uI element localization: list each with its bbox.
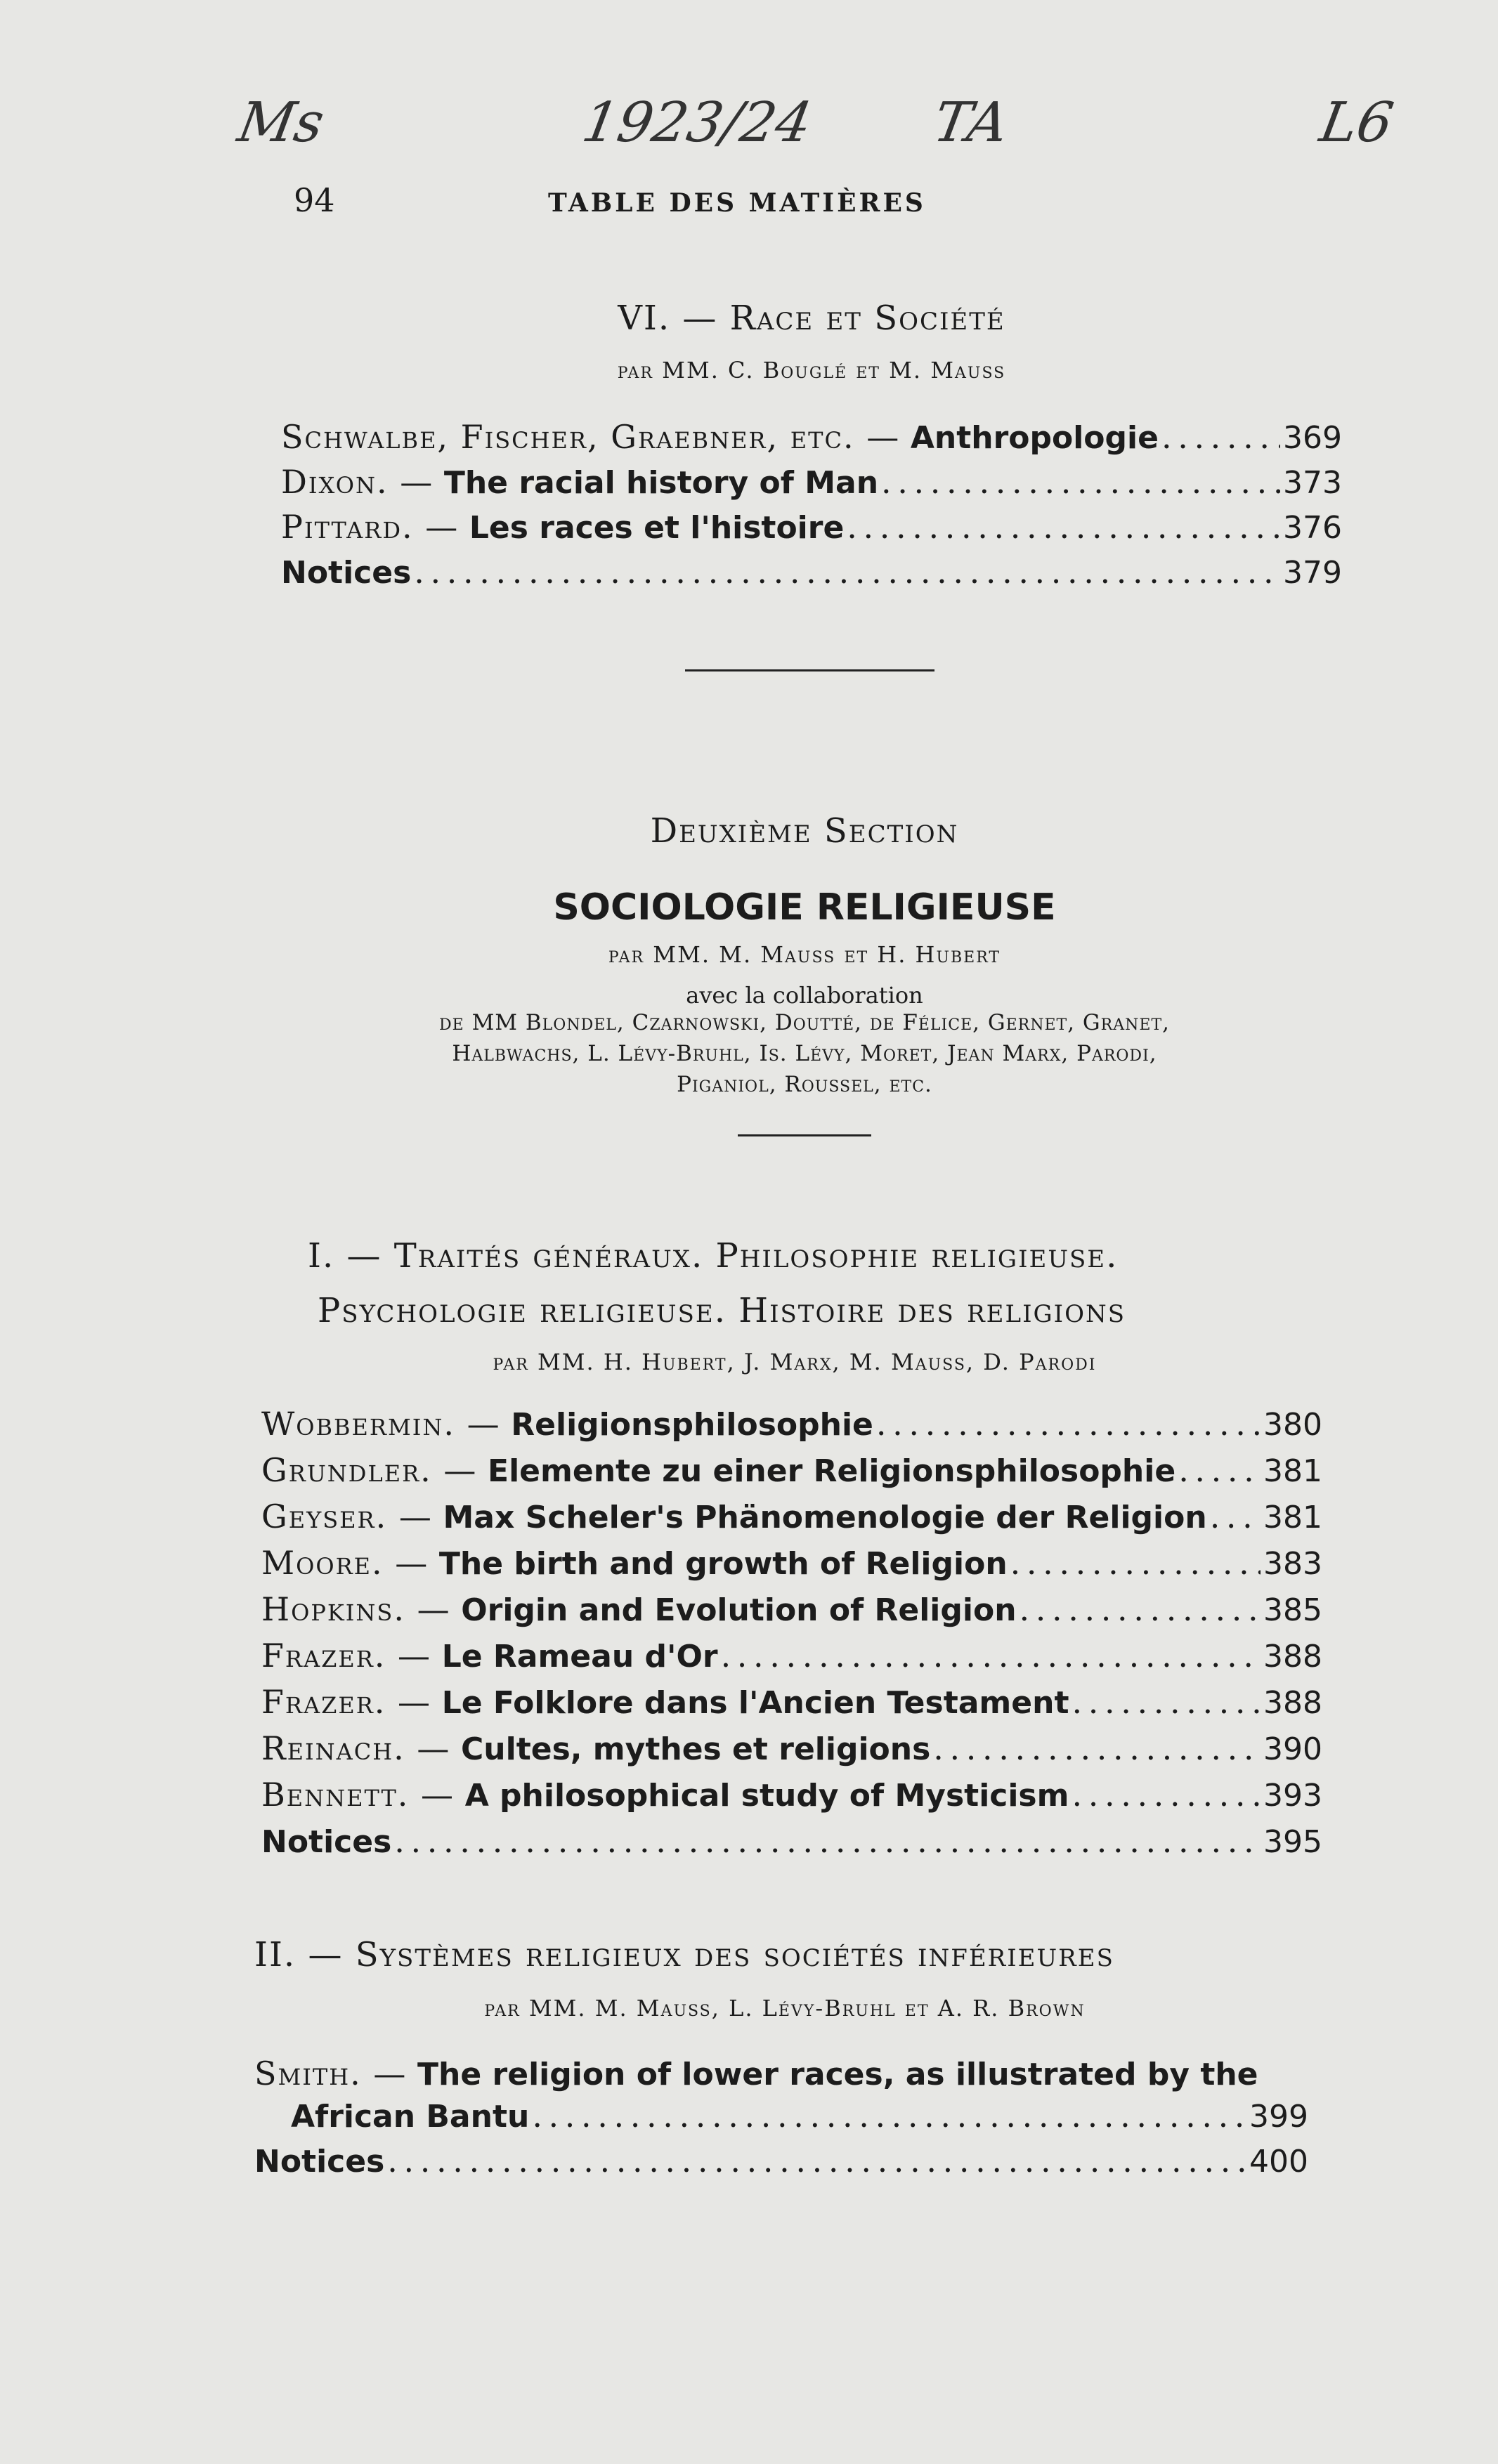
toc-entry[interactable]: [261, 1451, 1322, 1498]
toc-page: 376: [1283, 510, 1342, 546]
collaboration-note: avec la collaboration: [686, 982, 923, 1009]
toc-page: 385: [1263, 1592, 1322, 1628]
toc-title: Origin and Evolution of Religion: [461, 1592, 1017, 1628]
toc-page: 390: [1263, 1731, 1322, 1767]
toc-page: 381: [1263, 1453, 1322, 1489]
handwritten-note-left: Ms: [233, 91, 329, 155]
toc-author: Reinach. —: [261, 1729, 451, 1767]
section-i-toc: [261, 1405, 1322, 1868]
toc-author: Schwalbe, Fischer, Graebner, etc. —: [281, 418, 901, 456]
toc-entry[interactable]: [261, 1405, 1322, 1451]
toc-entry[interactable]: [254, 2142, 1308, 2188]
toc-page: 369: [1283, 420, 1342, 456]
toc-page: 400: [1249, 2144, 1308, 2180]
toc-entry[interactable]: [261, 1544, 1322, 1590]
toc-entry[interactable]: [281, 463, 1342, 508]
toc-title: Le Folklore dans l'Ancien Testament: [441, 1685, 1069, 1721]
toc-page: 399: [1249, 2099, 1308, 2135]
toc-title: Cultes, mythes et religions: [461, 1731, 931, 1767]
toc-page: 379: [1283, 555, 1342, 591]
section-i-byline: par MM. H. Hubert, J. Marx, M. Mauss, D. Parodi: [493, 1349, 1097, 1375]
running-title: TABLE DES MATIÈRES: [548, 188, 926, 218]
toc-title-continued: African Bantu: [291, 2099, 530, 2135]
toc-title: The religion of lower races, as illustrated by the: [417, 2057, 1258, 2092]
section-ii-byline: par MM. M. Mauss, L. Lévy-Bruhl et A. R. Brown: [484, 1995, 1086, 2021]
section-vi-toc: [281, 418, 1342, 598]
toc-page: 395: [1263, 1824, 1322, 1860]
handwritten-note-middle: 1923/24: [578, 91, 816, 155]
toc-title: The birth and growth of Religion: [438, 1546, 1008, 1582]
section-i-title-line-1: I. — Traités généraux. Philosophie religieuse.: [308, 1236, 1119, 1276]
handwritten-note-mark: TA: [929, 91, 1014, 155]
toc-author: Wobbermin. —: [261, 1405, 501, 1443]
toc-entry[interactable]: [281, 508, 1342, 553]
toc-author: Hopkins. —: [261, 1590, 451, 1628]
toc-entry[interactable]: [254, 2055, 1308, 2142]
toc-page: 388: [1263, 1639, 1322, 1675]
toc-title: Max Scheler's Phänomenologie der Religion: [443, 1500, 1207, 1535]
toc-title: Le Rameau d'Or: [441, 1639, 718, 1675]
toc-author: Frazer. —: [261, 1683, 432, 1721]
toc-title: Notices: [254, 2144, 385, 2180]
toc-entry[interactable]: [261, 1498, 1322, 1544]
second-section-title: SOCIOLOGIE RELIGIEUSE: [553, 886, 1056, 929]
toc-author: Dixon. —: [281, 463, 434, 501]
toc-page: 383: [1263, 1546, 1322, 1582]
page-number: 94: [294, 181, 335, 219]
divider: [685, 669, 934, 671]
toc-title: Elemente zu einer Religionsphilosophie: [488, 1453, 1176, 1489]
toc-entry[interactable]: [261, 1729, 1322, 1776]
toc-title: Les races et l'histoire: [469, 510, 845, 546]
toc-entry[interactable]: [261, 1822, 1322, 1868]
divider: [738, 1134, 871, 1136]
toc-page: 381: [1263, 1500, 1322, 1535]
second-section-byline: par MM. M. Mauss et H. Hubert: [608, 941, 1001, 968]
section-vi-title: VI. — Race et Société: [618, 299, 1005, 338]
toc-entry[interactable]: [261, 1637, 1322, 1683]
toc-title: Religionsphilosophie: [511, 1407, 873, 1443]
toc-title: Notices: [261, 1824, 392, 1860]
toc-author: Geyser. —: [261, 1498, 433, 1535]
section-i-title-line-2: Psychologie religieuse. Histoire des religions: [318, 1291, 1126, 1330]
toc-title: A philosophical study of Mysticism: [464, 1778, 1069, 1814]
toc-page: 388: [1263, 1685, 1322, 1721]
collaborators-line-1: de MM Blondel, Czarnowski, Doutté, de Félice, Gernet, Granet,: [439, 1010, 1170, 1035]
section-ii-toc: [254, 2055, 1308, 2188]
section-ii-title: II. — Systèmes religieux des sociétés inférieures: [254, 1935, 1114, 1974]
toc-author: Frazer. —: [261, 1637, 432, 1675]
handwritten-note-right: L6: [1315, 91, 1398, 155]
toc-title: The racial history of Man: [443, 465, 879, 501]
toc-entry[interactable]: [261, 1683, 1322, 1729]
toc-entry[interactable]: [261, 1776, 1322, 1822]
collaborators-line-3: Piganiol, Roussel, etc.: [677, 1072, 932, 1097]
toc-entry[interactable]: [281, 553, 1342, 598]
toc-entry[interactable]: [281, 418, 1342, 463]
section-vi-byline: par MM. C. Bouglé et M. Mauss: [617, 357, 1006, 384]
toc-page: 393: [1263, 1778, 1322, 1814]
collaborators-line-2: Halbwachs, L. Lévy-Bruhl, Is. Lévy, Moret, Jean Marx, Parodi,: [452, 1041, 1157, 1066]
toc-title: Notices: [281, 555, 412, 591]
toc-author: Bennett. —: [261, 1776, 455, 1814]
toc-author: Smith. —: [254, 2055, 408, 2092]
toc-author: Grundler. —: [261, 1451, 478, 1489]
toc-author: Moore. —: [261, 1544, 429, 1582]
toc-title: Anthropologie: [910, 420, 1159, 456]
second-section-heading: Deuxième Section: [650, 811, 959, 851]
toc-page: 373: [1283, 465, 1342, 501]
toc-author: Pittard. —: [281, 508, 460, 546]
toc-page: 380: [1263, 1407, 1322, 1443]
toc-entry[interactable]: [261, 1590, 1322, 1637]
